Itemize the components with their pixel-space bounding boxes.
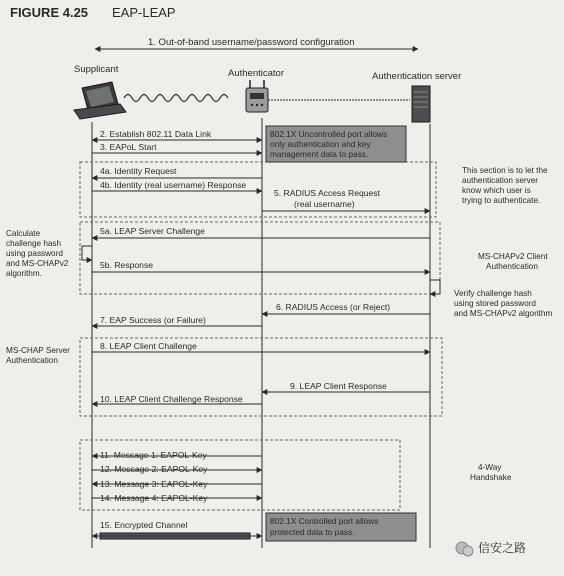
label-m11: 11. Message 1: EAPOL-Key (100, 450, 207, 460)
controlled-note-line1: 802.1X Controlled port allows (270, 516, 379, 526)
actor-authenticator: Authenticator (228, 68, 284, 79)
note-section-line1: This section is to let the (462, 166, 548, 175)
label-m4b: 4b. Identity (real username) Response (100, 180, 247, 190)
figure-title: EAP-LEAP (112, 5, 176, 20)
server-icon (412, 86, 430, 122)
note-calc-line2: challenge hash (6, 239, 62, 248)
note-calc-line4: and MS-CHAPv2 (6, 259, 69, 268)
label-m14: 14. Message 4: EAPOL-Key (100, 493, 208, 503)
access-point-icon (246, 80, 268, 112)
note-handshake-line2: Handshake (470, 473, 512, 482)
note-mschapv2-line2: Authentication (486, 262, 538, 271)
note-mschap-server-line2: Authentication (6, 356, 58, 365)
label-m5b: 5b. Response (100, 260, 154, 270)
uncontrolled-note-line2: only authentication and key (270, 139, 371, 149)
actor-supplicant: Supplicant (74, 64, 119, 75)
label-m3: 3. EAPoL Start (100, 142, 157, 152)
laptop-icon (74, 82, 126, 119)
note-calc-line1: Calculate (6, 229, 41, 238)
wireless-signal-icon (124, 95, 228, 102)
note-section-line3: know which user is (462, 186, 531, 195)
label-m2: 2. Establish 802.11 Data Link (100, 129, 212, 139)
note-verify-line2: using stored password (454, 299, 536, 308)
label-m7: 7. EAP Success (or Failure) (100, 315, 206, 325)
label-m8: 8. LEAP Client Challenge (100, 341, 197, 351)
watermark-text: 信安之路 (478, 541, 527, 555)
note-verify-line1: Verify challenge hash (454, 289, 532, 298)
note-calc-line5: algorithm. (6, 269, 42, 278)
label-m15: 15. Encrypted Channel (100, 520, 188, 530)
note-handshake-line1: 4-Way (478, 463, 502, 472)
watermark (456, 540, 526, 556)
note-section-line4: trying to authenticate. (462, 196, 541, 205)
label-m5-line1: 5. RADIUS Access Request (274, 188, 381, 198)
note-section-line2: authentication server (462, 176, 539, 185)
label-m6: 6. RADIUS Access (or Reject) (276, 302, 391, 312)
self-arrow-calculate (82, 246, 92, 260)
label-m12: 12. Message 2: EAPOL-Key (100, 464, 208, 474)
note-mschapv2-line1: MS-CHAPv2 Client (478, 252, 548, 261)
note-calc-line3: using password (6, 249, 63, 258)
figure-number: FIGURE 4.25 (10, 5, 89, 20)
label-out-of-band: 1. Out-of-band username/password configuration (148, 37, 355, 48)
note-mschap-server-line1: MS-CHAP Server (6, 346, 70, 355)
actor-server: Authentication server (372, 71, 462, 82)
uncontrolled-note-line1: 802.1X Uncontrolled port allows (270, 129, 388, 139)
label-m5-line2: (real username) (294, 199, 355, 209)
label-m13: 13. Message 3: EAPOL-Key (100, 479, 208, 489)
label-m9: 9. LEAP Client Response (290, 381, 387, 391)
label-m4a: 4a. Identity Request (100, 166, 177, 176)
label-m5a: 5a. LEAP Server Challenge (100, 226, 205, 236)
label-m10: 10. LEAP Client Challenge Response (100, 394, 243, 404)
controlled-note-line2: protected data to pass. (270, 527, 355, 537)
note-verify-line3: and MS-CHAPv2 algorithm (454, 309, 553, 318)
uncontrolled-note-line3: management data to pass. (270, 149, 369, 159)
self-arrow-verify (430, 280, 440, 294)
